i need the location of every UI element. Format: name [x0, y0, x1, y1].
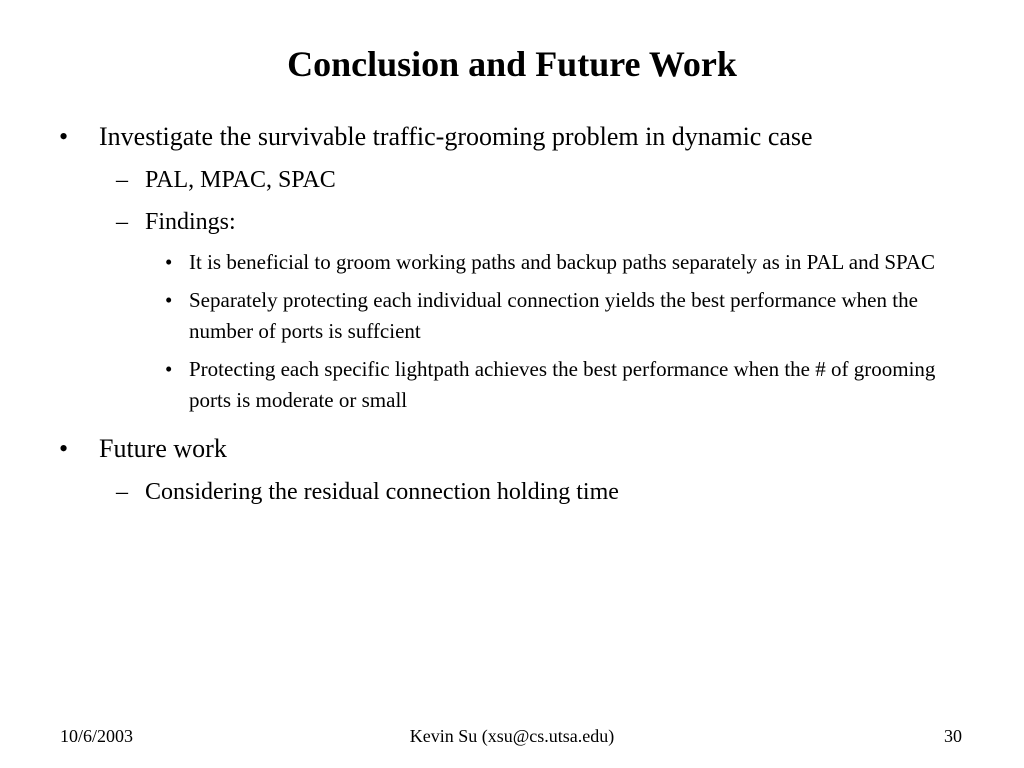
- bullet-future-work: [0, 430, 989, 468]
- bullet-marker: •: [59, 434, 69, 463]
- bullet-text: Investigate the survivable traffic-grooming problem in dynamic case: [99, 122, 813, 151]
- finding-item: [0, 354, 959, 416]
- bullet-text: Future work: [99, 434, 227, 463]
- finding-text: It is beneficial to groom working paths and backup paths separately as in PAL and SPAC: [189, 250, 935, 274]
- slide-content: [0, 118, 1024, 510]
- sub-bullet-text: Findings:: [145, 209, 236, 235]
- bullet-investigate: [0, 118, 989, 156]
- slide-footer: [0, 724, 1024, 748]
- bullet-marker: •: [165, 250, 173, 274]
- dash-marker: –: [116, 209, 128, 235]
- sub-bullet-residual: [0, 474, 985, 510]
- dash-marker: –: [116, 479, 128, 505]
- bullet-marker: •: [165, 288, 173, 312]
- footer-author: Kevin Su (xsu@cs.utsa.edu): [409, 726, 615, 746]
- sub-bullet-schemes: [0, 162, 985, 198]
- footer-date: 10/6/2003: [60, 726, 134, 746]
- dash-marker: –: [116, 167, 128, 193]
- finding-item: [0, 285, 959, 347]
- sub-bullet-findings: [0, 204, 985, 240]
- finding-text: Protecting each specific lightpath achieves the best performance when the # of grooming ports is moderate or small: [189, 357, 936, 412]
- finding-text: Separately protecting each individual connection yields the best performance when the number of ports is suffcient: [189, 288, 918, 343]
- bullet-marker: •: [59, 122, 69, 151]
- page-number: 30: [944, 726, 962, 746]
- sub-bullet-text: PAL, MPAC, SPAC: [145, 167, 336, 193]
- finding-item: [0, 247, 959, 278]
- slide-title: Conclusion and Future Work: [287, 44, 737, 84]
- sub-bullet-text: Considering the residual connection holding time: [145, 479, 619, 505]
- bullet-marker: •: [165, 357, 173, 381]
